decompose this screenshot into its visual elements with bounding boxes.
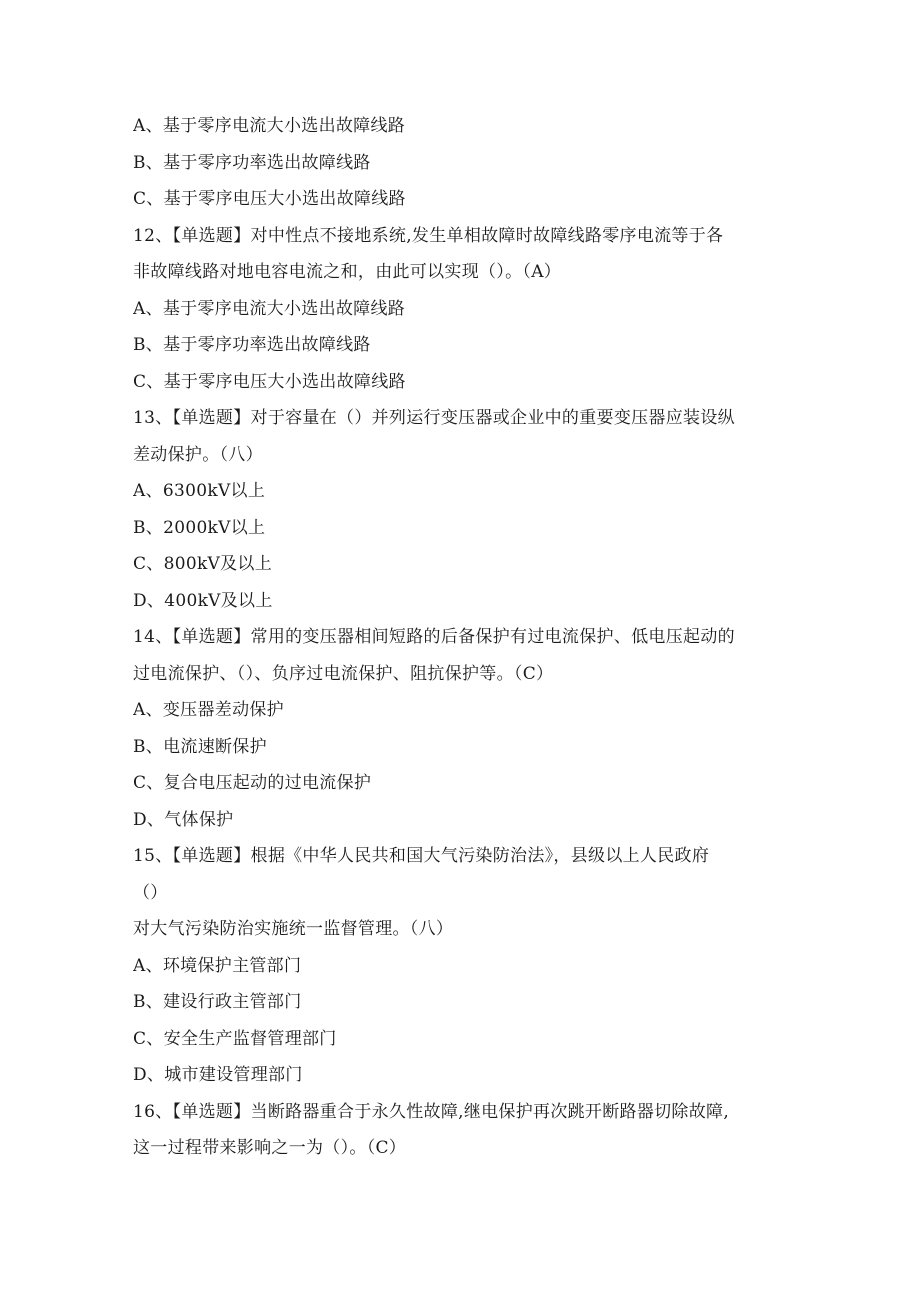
option-line: A、基于零序电流大小选出故障线路 — [133, 298, 406, 319]
question-line: 差动保护。（八） — [133, 444, 263, 465]
option-line: C、基于零序电压大小选出故障线路 — [133, 189, 406, 209]
option-line: C、安全生产监督管理部门 — [133, 1028, 337, 1049]
option-line: A、基于零序电流大小选出故障线路 — [133, 116, 406, 136]
option-line: D、城市建设管理部门 — [133, 1065, 303, 1085]
question-line: 16、【单选题】当断路器重合于永久性故障,继电保护再次跳开断路器切除故障, — [133, 1101, 730, 1122]
option-line: A、6300kV以上 — [133, 481, 266, 501]
option-line: C、800kV及以上 — [133, 554, 273, 574]
question-line: 对大气污染防治实施统一监督管理。（八） — [133, 919, 454, 939]
question-line: 15、【单选题】根据《中华人民共和国大气污染防治法》，县级以上人民政府 — [133, 846, 710, 866]
option-line: B、基于零序功率选出故障线路 — [133, 152, 371, 173]
option-line: C、复合电压起动的过电流保护 — [133, 773, 372, 793]
question-line: 13、【单选题】对于容量在（）并列运行变压器或企业中的重要变压器应装设纵 — [133, 408, 735, 428]
option-line: B、基于零序功率选出故障线路 — [133, 335, 371, 355]
question-line: 12、【单选题】对中性点不接地系统,发生单相故障时故障线路零序电流等于各 — [133, 225, 724, 246]
question-line: 非故障线路对地电容电流之和，由此可以实现（）。（A） — [133, 262, 562, 282]
option-line: B、电流速断保护 — [133, 736, 267, 757]
question-line: （） — [133, 882, 168, 903]
option-line: A、变压器差动保护 — [133, 700, 284, 720]
question-line: 这一过程带来影响之一为（）。（C） — [133, 1138, 407, 1158]
question-text — [133, 108, 793, 1167]
question-line: 过电流保护、（）、负序过电流保护、阻抗保护等。（C） — [133, 663, 554, 684]
option-line: B、2000kV以上 — [133, 517, 266, 538]
option-line: C、基于零序电压大小选出故障线路 — [133, 371, 406, 392]
option-line: A、环境保护主管部门 — [133, 955, 302, 976]
question-line: 14、【单选题】常用的变压器相间短路的后备保护有过电流保护、低电压起动的 — [133, 627, 735, 647]
option-line: D、气体保护 — [133, 809, 234, 830]
option-line: D、400kV及以上 — [133, 590, 273, 611]
option-line: B、建设行政主管部门 — [133, 992, 302, 1012]
